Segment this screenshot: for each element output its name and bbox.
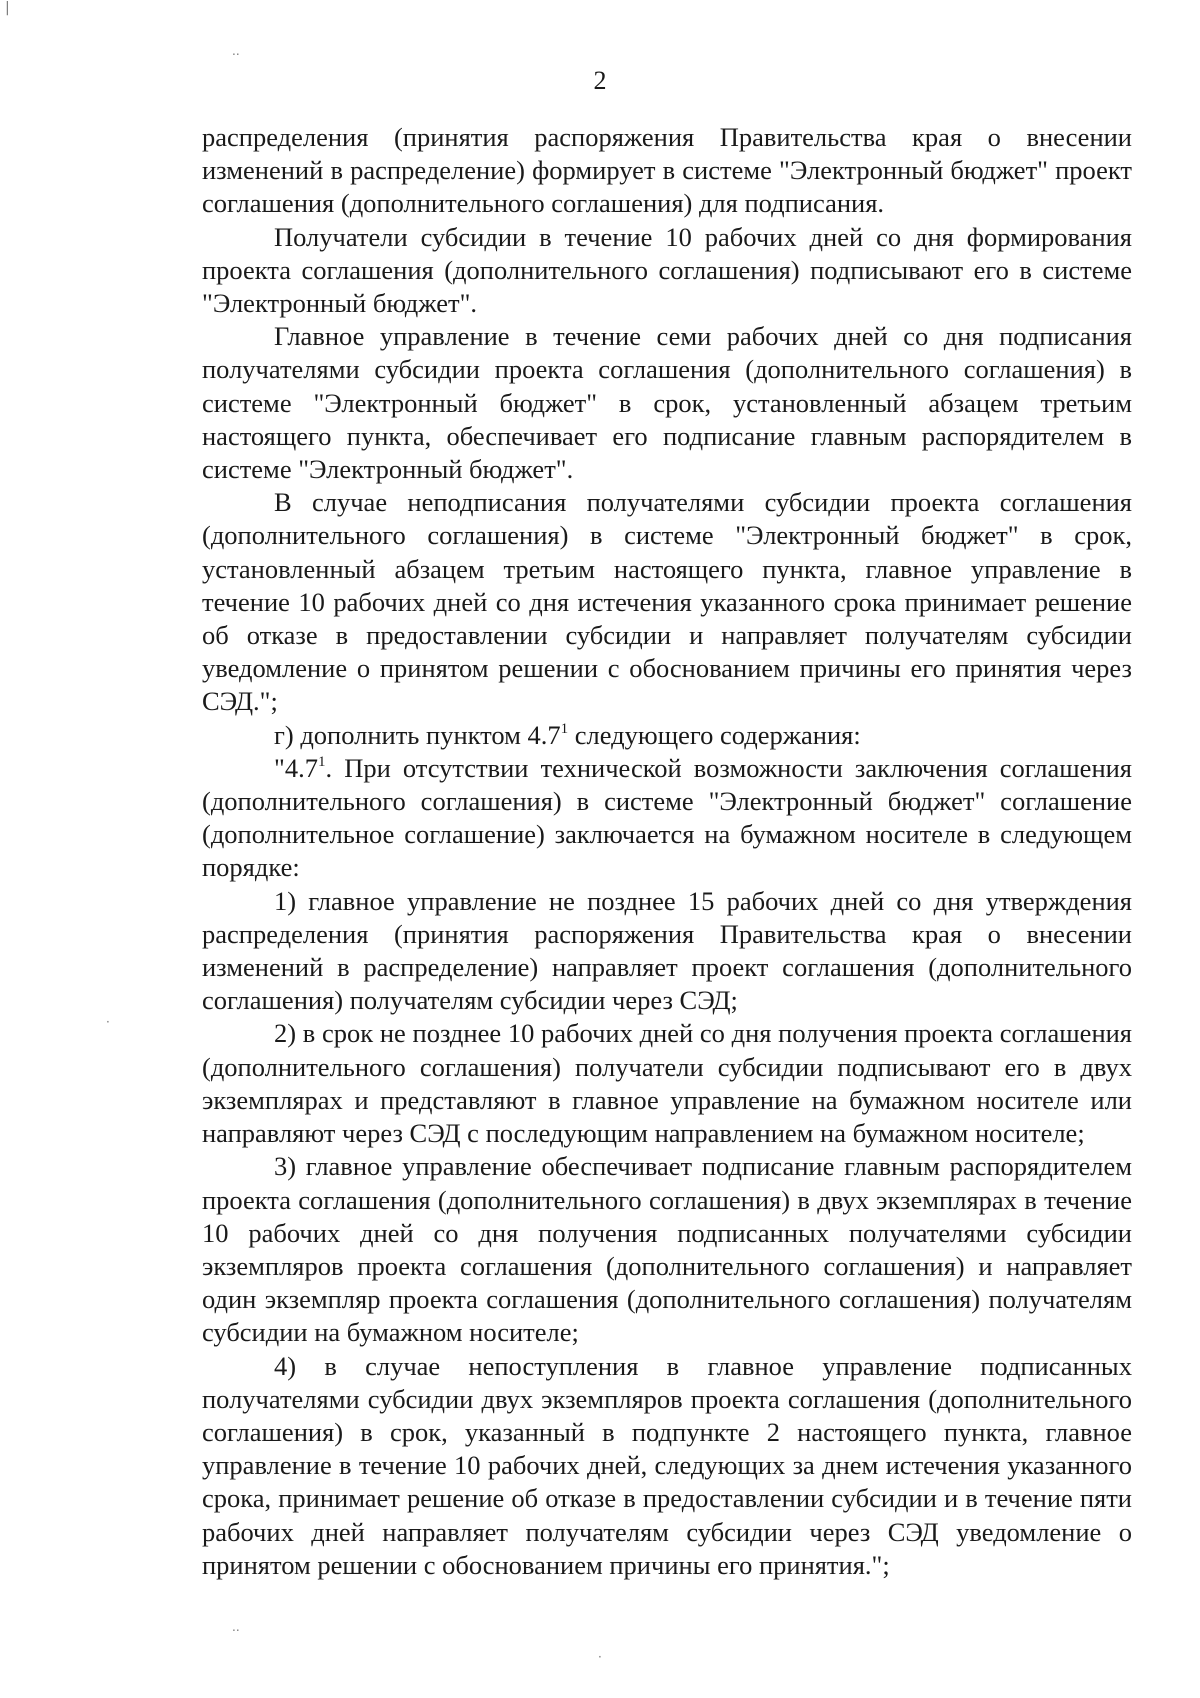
text-segment: . При отсутствии технической возможности заключения соглашения (дополнительного соглашения) в системе "Электронный бюджет" соглашение (дополнительное соглашение) заключается на бумажном носителе в следующем порядке:	[202, 752, 1132, 883]
paragraph-amendment-g	[202, 719, 1132, 752]
text-segment: "4.7	[274, 752, 318, 783]
paragraph-refusal-case: В случае неподписания получателями субсидии проекта соглашения (дополнительного соглашения) в системе "Электронный бюджет" в срок, установленный абзацем третьим настоящего пункта, главное управление в течение 10 рабочих дней со дня истечения указанного срока принимает решение об отказе в предоставлении субсидии и направляет получателям субсидии уведомление о принятом решении с обоснованием причины его принятия через СЭД.";	[202, 487, 1132, 717]
list-item-4: 4) в случае непоступления в главное управление подписанных получателями субсидии двух экземпляров проекта соглашения (дополнительного соглашения) в срок, указанный в подпункте 2 настоящего пункта, главное управление в течение 10 рабочих дней, следующих за днем истечения указанного срока, принимает решение об отказе в предоставлении субсидии и в течение пяти рабочих дней направляет получателям субсидии через СЭД уведомление о принятом решении с обоснованием причины его принятия.";	[202, 1350, 1132, 1580]
scan-mark: |	[5, 0, 10, 16]
document-body	[202, 121, 1132, 1582]
list-item-3: 3) главное управление обеспечивает подписание главным распорядителем проекта соглашения (дополнительного соглашения) в двух экземплярах в течение 10 рабочих дней со дня получения подписанных получателями субсидии экземпляров проекта соглашения (дополнительного соглашения) и направляет один экземпляр проекта соглашения (дополнительного соглашения) получателям субсидии на бумажном носителе;	[202, 1151, 1132, 1348]
text-segment: г) дополнить пунктом 4.7	[274, 719, 561, 750]
paragraph-recipients-sign: Получатели субсидии в течение 10 рабочих дней со дня формирования проекта соглашения (дополнительного соглашения) подписывают его в системе "Электронный бюджет".	[202, 221, 1132, 319]
paragraph-main-directorate-signing: Главное управление в течение семи рабочих дней со дня подписания получателями субсидии проекта соглашения (дополнительного соглашения) в системе "Электронный бюджет" в срок, установленный абзацем третьим настоящего пункта, обеспечивает его подписание главным распорядителем в системе "Электронный бюджет".	[202, 321, 1132, 485]
paragraph-clause-4-7-1	[202, 752, 1132, 885]
scan-mark: ..	[232, 44, 240, 58]
scan-mark: ·	[106, 1015, 110, 1029]
page-number: 2	[593, 66, 607, 95]
paragraph-continuation: распределения (принятия распоряжения Правительства края о внесении изменений в распределение) формирует в системе "Электронный бюджет" проект соглашения (дополнительного соглашения) для подписания.	[202, 122, 1132, 219]
list-item-2: 2) в срок не позднее 10 рабочих дней со дня получения проекта соглашения (дополнительного соглашения) получатели субсидии подписывают его в двух экземплярах и представляют в главное управление на бумажном носителе или направляют через СЭД с последующим направлением на бумажном носителе;	[202, 1018, 1132, 1149]
list-item-1: 1) главное управление не позднее 15 рабочих дней со дня утверждения распределения (принятия распоряжения Правительства края о внесении изменений в распределение) направляет проект соглашения (дополнительного соглашения) получателям субсидии через СЭД;	[202, 885, 1132, 1016]
superscript: 1	[560, 720, 569, 737]
text-segment: следующего содержания:	[568, 719, 861, 750]
scan-mark: ..	[232, 1620, 240, 1634]
superscript: 1	[317, 753, 326, 770]
scan-mark: ·	[598, 1650, 602, 1664]
